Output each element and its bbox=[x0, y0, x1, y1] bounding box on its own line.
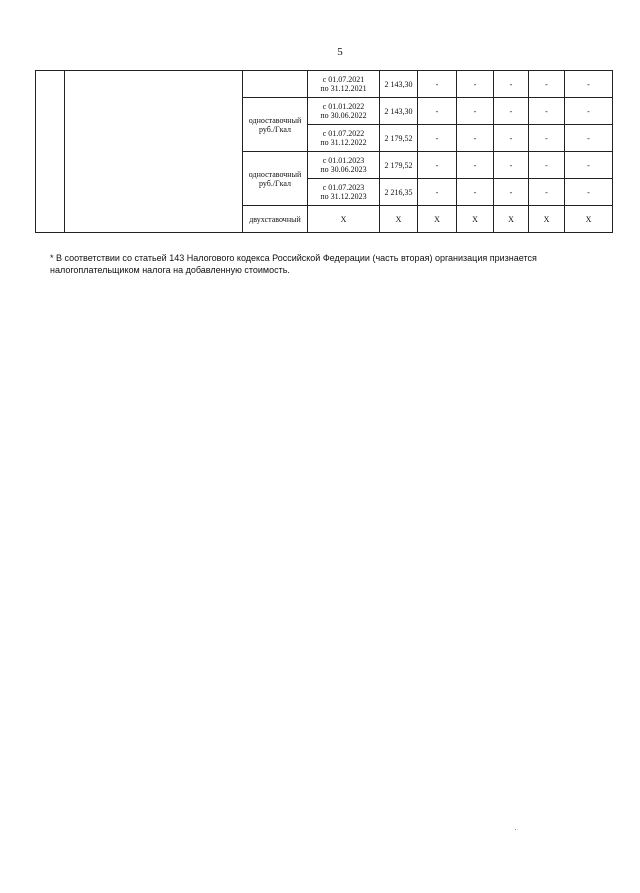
period-cell bbox=[308, 71, 380, 98]
dash-cell: - bbox=[418, 98, 457, 125]
x-cell: X bbox=[494, 206, 529, 233]
footnote bbox=[50, 252, 590, 276]
empty-cell-2 bbox=[65, 71, 243, 233]
period-from: с 01.01.2022 bbox=[322, 102, 365, 111]
period-to: по 31.12.2021 bbox=[320, 84, 367, 93]
dash-cell: - bbox=[565, 179, 613, 206]
period-cell bbox=[308, 179, 380, 206]
period-from: с 01.07.2021 bbox=[322, 75, 365, 84]
dash-cell: - bbox=[457, 71, 494, 98]
period-cell bbox=[308, 98, 380, 125]
dash-cell: - bbox=[494, 98, 529, 125]
dash-cell: - bbox=[565, 71, 613, 98]
x-cell: X bbox=[529, 206, 565, 233]
tariff-value: 2 179,52 bbox=[380, 125, 418, 152]
footnote-line-1: * В соответствии со статьей 143 Налогового кодекса Российской Федерации (часть вторая) организация признается bbox=[50, 253, 537, 263]
dash-cell: - bbox=[565, 125, 613, 152]
dash-cell: - bbox=[418, 179, 457, 206]
scan-speck bbox=[515, 829, 516, 830]
tariff-value: 2 216,35 bbox=[380, 179, 418, 206]
tariff-value: 2 143,30 bbox=[380, 71, 418, 98]
tariff-type-2023 bbox=[243, 152, 308, 206]
tariff-unit-label: руб./Гкал bbox=[258, 178, 292, 188]
dash-cell: - bbox=[418, 71, 457, 98]
period-to: по 31.12.2023 bbox=[320, 192, 367, 201]
period-to: по 30.06.2023 bbox=[320, 165, 367, 174]
dash-cell: - bbox=[457, 179, 494, 206]
page-number: 5 bbox=[337, 46, 343, 58]
tariff-value: 2 143,30 bbox=[380, 98, 418, 125]
dash-cell: - bbox=[418, 152, 457, 179]
footnote-line-2: налогоплательщиком налога на добавленную стоимость. bbox=[50, 265, 290, 275]
dash-cell: - bbox=[494, 152, 529, 179]
dash-cell: - bbox=[565, 98, 613, 125]
period-to: по 30.06.2022 bbox=[320, 111, 367, 120]
dash-cell: - bbox=[529, 152, 565, 179]
dash-cell: - bbox=[418, 125, 457, 152]
dash-cell: - bbox=[529, 71, 565, 98]
tariff-type-label: одноставочный bbox=[248, 115, 302, 125]
period-from: с 01.07.2023 bbox=[322, 183, 365, 192]
period-cell bbox=[308, 125, 380, 152]
dash-cell: - bbox=[457, 125, 494, 152]
x-cell: X bbox=[418, 206, 457, 233]
x-cell: X bbox=[565, 206, 613, 233]
dash-cell: - bbox=[529, 98, 565, 125]
dash-cell: - bbox=[565, 152, 613, 179]
two-part-label: двухставочный bbox=[243, 206, 308, 233]
dash-cell: - bbox=[494, 179, 529, 206]
dash-cell: - bbox=[457, 98, 494, 125]
empty-cell-1 bbox=[36, 71, 65, 233]
period-cell bbox=[308, 152, 380, 179]
period-from: с 01.01.2023 bbox=[322, 156, 365, 165]
tariff-type-2022 bbox=[243, 98, 308, 152]
dash-cell: - bbox=[457, 152, 494, 179]
table-row bbox=[36, 71, 613, 98]
x-cell: X bbox=[457, 206, 494, 233]
tariff-unit-label: руб./Гкал bbox=[258, 124, 292, 134]
period-from: с 01.07.2022 bbox=[322, 129, 365, 138]
dash-cell: - bbox=[494, 125, 529, 152]
period-to: по 31.12.2022 bbox=[320, 138, 367, 147]
tariff-value: 2 179,52 bbox=[380, 152, 418, 179]
type-cell-2021 bbox=[243, 71, 308, 98]
tariff-table bbox=[35, 70, 613, 233]
dash-cell: - bbox=[529, 125, 565, 152]
x-cell: X bbox=[380, 206, 418, 233]
x-cell: X bbox=[308, 206, 380, 233]
dash-cell: - bbox=[529, 179, 565, 206]
dash-cell: - bbox=[494, 71, 529, 98]
tariff-type-label: одноставочный bbox=[248, 169, 302, 179]
